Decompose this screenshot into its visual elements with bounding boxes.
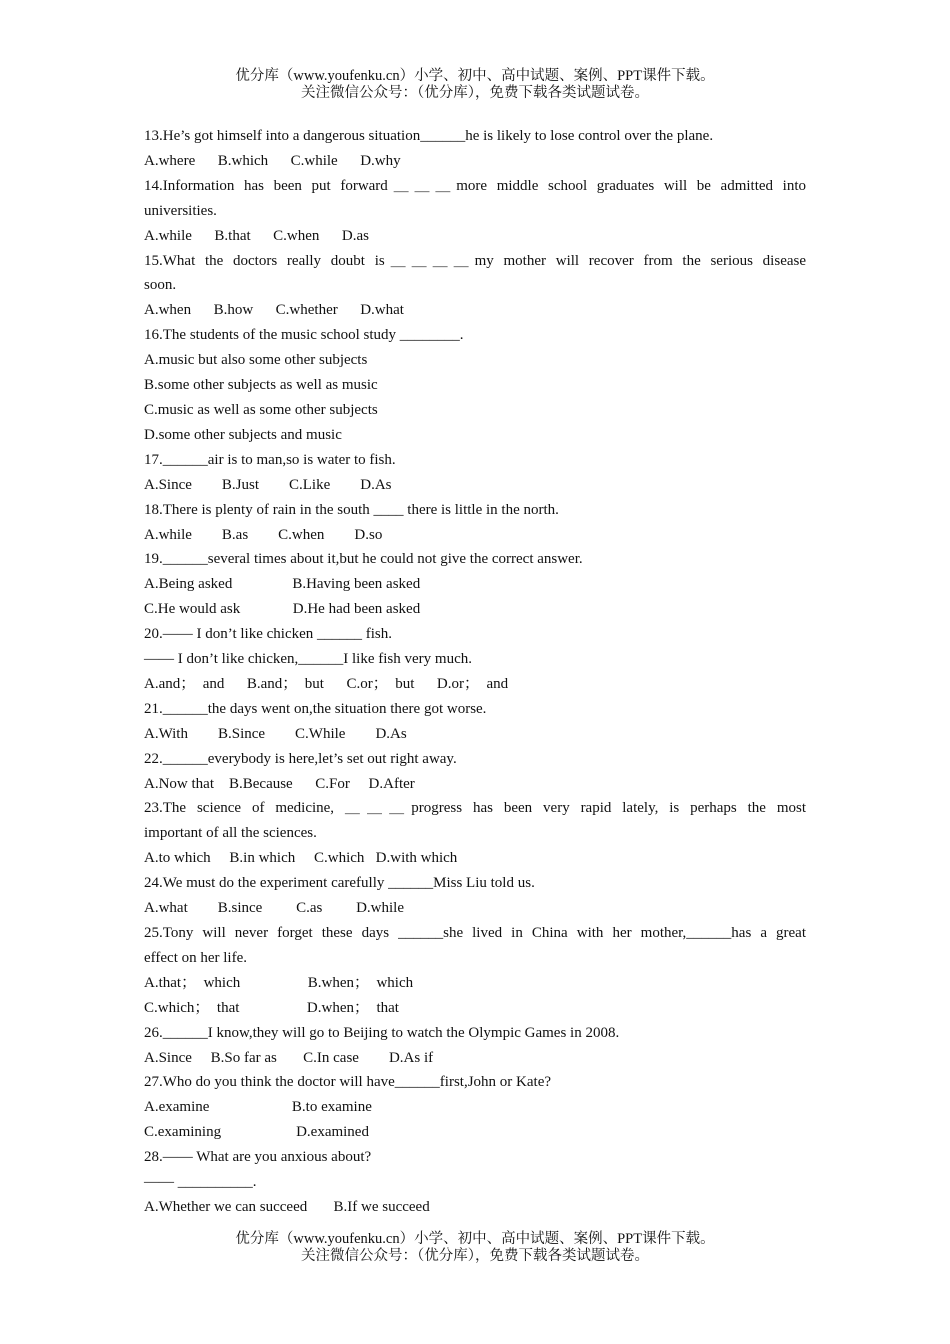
text-line: A.Now that B.Because C.For D.After	[144, 775, 415, 792]
text-line: 24.We must do the experiment carefully ______Miss Liu told us.	[144, 875, 535, 892]
text-line: 21.______the days went on,the situation there got worse.	[144, 700, 487, 717]
text-line: C.which； that D.when； that	[144, 999, 399, 1016]
text-line: effect on her life.	[144, 949, 248, 966]
text-line: A.Since B.Just C.Like D.As	[144, 476, 392, 493]
text-line: A.where B.which C.while D.why	[144, 152, 401, 169]
page-footer	[0, 1231, 950, 1265]
text-line: 20.—— I don’t like chicken ______ fish.	[144, 626, 393, 643]
text-line: —— __________.	[144, 1174, 257, 1191]
text-line: universities.	[144, 202, 217, 219]
text-line: 23.The science of medicine, ＿＿＿progress has been very rapid lately, is perhaps the most	[144, 800, 806, 817]
text-line: soon.	[144, 277, 177, 294]
text-line: A.examine B.to examine	[144, 1099, 372, 1116]
text-line: A.With B.Since C.While D.As	[144, 725, 407, 742]
text-line: 27.Who do you think the doctor will have______first,John or Kate?	[144, 1074, 552, 1091]
text-line: B.some other subjects as well as music	[144, 377, 378, 394]
text-line: 25.Tony will never forget these days ______she lived in China with her mother,______has a great	[144, 925, 806, 941]
text-line: important of all the sciences.	[144, 825, 317, 842]
text-line: D.some other subjects and music	[144, 426, 342, 443]
text-line: 18.There is plenty of rain in the south ____ there is little in the north.	[144, 501, 559, 518]
footer-line-2: 关注微信公众号：（优分库），免费下载各类试题试卷。	[301, 1248, 649, 1264]
text-line: 22.______everybody is here,let’s set out right away.	[144, 750, 457, 767]
text-line: A.to which B.in which C.which D.with which	[144, 850, 458, 867]
text-line: 19.______several times about it,but he could not give the correct answer.	[144, 551, 583, 568]
text-line: 14.Information has been put forward＿＿＿more middle school graduates will be admitted into	[144, 177, 806, 194]
text-line: A.Being asked B.Having been asked	[144, 576, 421, 593]
header-line-1: 优分库（www.youfenku.cn）小学、初中、高中试题、案例、PPT课件下载。	[235, 68, 715, 84]
text-line: A.while B.that C.when D.as	[144, 227, 369, 244]
text-line: 28.—— What are you anxious about?	[144, 1149, 372, 1166]
text-line: A.and； and B.and； but C.or； but D.or； and	[144, 675, 509, 692]
text-line: C.He would ask D.He had been asked	[144, 601, 421, 618]
text-line: 26.______I know,they will go to Beijing to watch the Olympic Games in 2008.	[144, 1024, 620, 1041]
text-line: —— I don’t like chicken,______I like fish very much.	[144, 651, 472, 668]
text-line: A.Whether we can succeed B.If we succeed	[144, 1198, 430, 1215]
text-line: 15.What the doctors really doubt is＿＿＿＿my mother will recover from the serious disease	[144, 252, 806, 269]
text-line: A.while B.as C.when D.so	[144, 526, 383, 543]
question-content	[144, 124, 806, 1220]
text-line: 17.______air is to man,so is water to fish.	[144, 451, 396, 468]
text-line: A.music but also some other subjects	[144, 352, 368, 369]
text-line: 16.The students of the music school study ________.	[144, 327, 464, 344]
text-line: C.music as well as some other subjects	[144, 401, 378, 418]
text-line: C.examining D.examined	[144, 1124, 369, 1141]
footer-line-1: 优分库（www.youfenku.cn）小学、初中、高中试题、案例、PPT课件下载。	[235, 1231, 715, 1247]
text-line: A.that； which B.when； which	[144, 974, 414, 991]
text-line: A.what B.since C.as D.while	[144, 900, 404, 917]
text-line: A.Since B.So far as C.In case D.As if	[144, 1049, 434, 1066]
page-header	[0, 68, 950, 102]
text-line: A.when B.how C.whether D.what	[144, 302, 404, 319]
header-line-2: 关注微信公众号：（优分库），免费下载各类试题试卷。	[301, 85, 649, 101]
text-line: 13.He’s got himself into a dangerous situation______he is likely to lose control over the plane.	[144, 128, 714, 144]
